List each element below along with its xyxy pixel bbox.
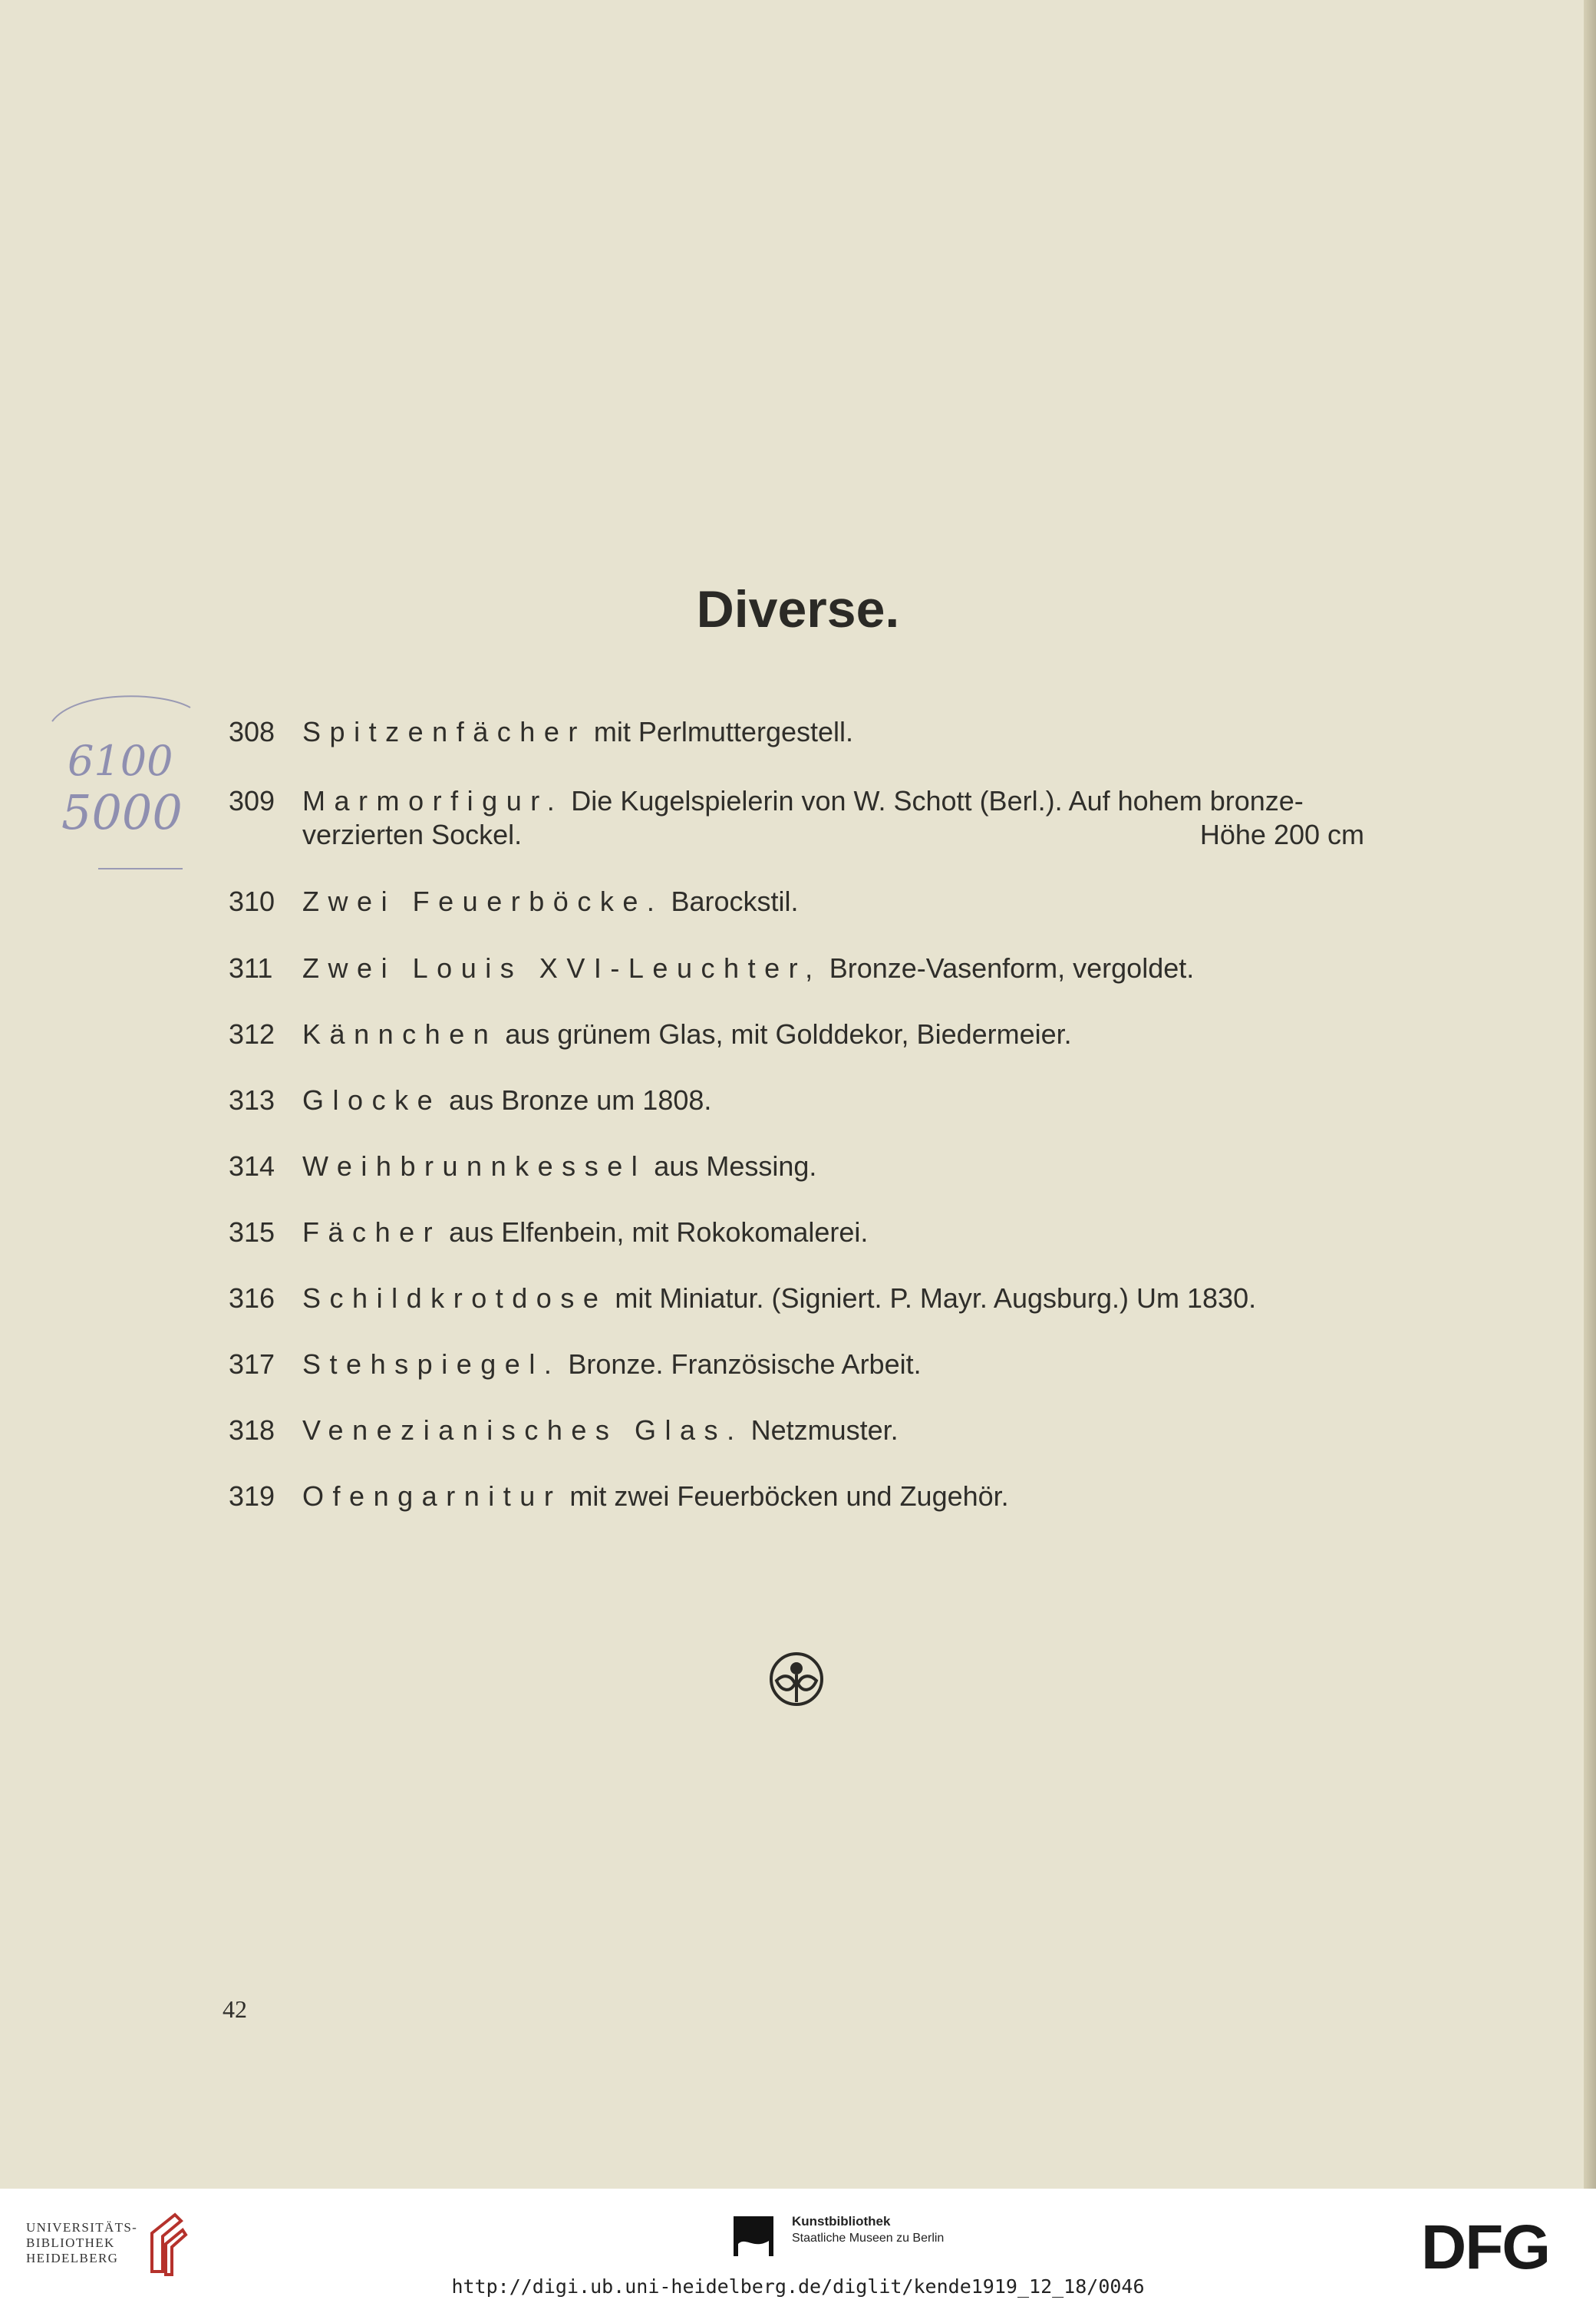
entry-lead: Marmorfigur. — [302, 785, 564, 817]
kunstbibliothek-text[interactable] — [792, 2213, 944, 2247]
entry-text — [302, 784, 1361, 818]
entry-description: aus Messing. — [646, 1150, 817, 1182]
entry-description-continued: verzierten Sockel. — [302, 819, 523, 850]
entry-text — [302, 1018, 1361, 1051]
entry-number: 312 — [229, 1018, 275, 1050]
entry-number: 318 — [229, 1414, 275, 1446]
entry-description: aus Elfenbein, mit Rokokomalerei. — [441, 1216, 869, 1248]
entry-text — [302, 715, 1361, 749]
ub-heidelberg-text[interactable] — [26, 2220, 137, 2266]
entry-lead: Zwei Louis XVI-Leuchter, — [302, 952, 822, 984]
entry-number: 319 — [229, 1480, 275, 1512]
entry-text — [302, 1414, 1361, 1447]
permalink-url[interactable]: http://digi.ub.uni-heidelberg.de/diglit/kende1919_12_18/0046 — [451, 2275, 1145, 2298]
entry-text — [302, 1084, 1361, 1117]
entry-number: 313 — [229, 1084, 275, 1116]
entry-number: 317 — [229, 1348, 275, 1380]
entry-lead: Fächer — [302, 1216, 442, 1248]
page-edge-shadow — [1584, 0, 1596, 2189]
entry-number: 310 — [229, 886, 275, 917]
entry-text — [302, 1282, 1361, 1315]
entry-description: Bronze. Französische Arbeit. — [560, 1348, 922, 1380]
pencil-annotation — [45, 691, 198, 890]
entry-lead: Glocke — [302, 1084, 442, 1116]
pencil-annotation-drawing — [45, 691, 198, 890]
entry-lead: Schildkrotdose — [302, 1282, 608, 1314]
entry-text — [302, 952, 1361, 985]
dfg-logo[interactable]: DFG — [1421, 2212, 1550, 2282]
entry-lead: Kännchen — [302, 1018, 498, 1050]
annotation-line-2: 5000 — [61, 784, 183, 840]
entry-description: Barockstil. — [663, 886, 799, 917]
entry-lead: Weihbrunnkessel — [302, 1150, 647, 1182]
entry-description: Netzmuster. — [743, 1414, 899, 1446]
entry-lead: Stehspiegel. — [302, 1348, 561, 1380]
entry-lead: Venezianisches Glas. — [302, 1414, 744, 1446]
entry-text — [302, 1216, 1361, 1249]
entry-description: Bronze-Vasenform, vergoldet. — [821, 952, 1195, 984]
entry-number: 314 — [229, 1150, 275, 1182]
entry-height: Höhe 200 cm — [1199, 819, 1364, 850]
entry-lead: Ofengarnitur — [302, 1480, 562, 1512]
entry-text — [302, 1480, 1361, 1513]
entry-description: aus Bronze um 1808. — [441, 1084, 712, 1116]
entry-description: Die Kugelspielerin von W. Schott (Berl.). Auf hohem bronze- — [563, 785, 1304, 817]
ub-heidelberg-logo-icon[interactable] — [144, 2210, 190, 2283]
entry-number: 315 — [229, 1216, 275, 1248]
entry-description: mit Perlmuttergestell. — [585, 716, 854, 747]
entry-text — [302, 885, 1361, 919]
printer-ornament-icon — [767, 1650, 826, 1708]
kunstbibliothek-subtitle: Staatliche Museen zu Berlin — [792, 2232, 945, 2245]
annotation-line-1: 6100 — [68, 737, 173, 785]
ub-line-3: HEIDELBERG — [26, 2251, 119, 2265]
section-title: Diverse. — [696, 580, 900, 638]
entry-description: mit zwei Feuerböcken und Zugehör. — [562, 1480, 1009, 1512]
entry-text — [302, 1348, 1361, 1381]
ub-line-2: BIBLIOTHEK — [26, 2235, 115, 2250]
entry-number: 311 — [229, 952, 273, 984]
entry-number: 309 — [229, 785, 275, 817]
ub-line-1: UNIVERSITÄTS- — [26, 2220, 138, 2235]
entry-description: mit Miniatur. (Signiert. P. Mayr. Augsburg.) Um 1830. — [607, 1282, 1257, 1314]
entry-lead: Zwei Feuerböcke. — [302, 886, 664, 917]
entry-lead: Spitzenfächer — [302, 716, 586, 747]
entry-number: 316 — [229, 1282, 275, 1314]
kunstbibliothek-logo-icon[interactable] — [730, 2213, 777, 2263]
page-number: 42 — [223, 1995, 247, 2023]
kunstbibliothek-title: Kunstbibliothek — [792, 2214, 891, 2229]
entry-number: 308 — [229, 716, 275, 747]
entry-text — [302, 1150, 1361, 1183]
entry-description: aus grünem Glas, mit Golddekor, Biedermeier. — [497, 1018, 1072, 1050]
